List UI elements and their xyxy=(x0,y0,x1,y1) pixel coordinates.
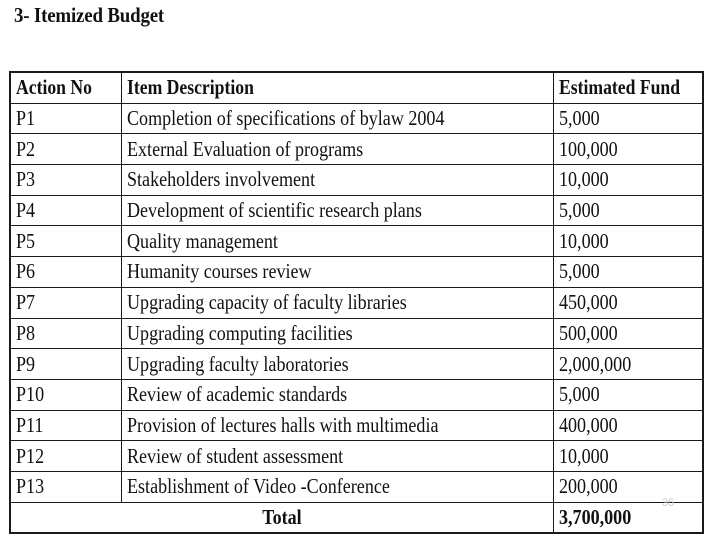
total-label: Total xyxy=(10,502,553,533)
fund-cell: 400,000 xyxy=(553,410,703,441)
total-row xyxy=(10,502,703,533)
fund-cell: 5,000 xyxy=(553,103,703,134)
table-row xyxy=(10,103,703,134)
description-cell: Stakeholders involvement xyxy=(121,165,553,196)
action-cell: P10 xyxy=(10,379,121,410)
description-cell: Establishment of Video -Conference xyxy=(121,471,553,502)
fund-cell: 5,000 xyxy=(553,195,703,226)
total-fund: 3,700,000 xyxy=(553,502,703,533)
fund-cell: 450,000 xyxy=(553,287,703,318)
header-action-no: Action No xyxy=(10,72,121,103)
description-cell: Development of scientific research plans xyxy=(121,195,553,226)
action-cell: P8 xyxy=(10,318,121,349)
description-cell: Upgrading computing facilities xyxy=(121,318,553,349)
page-title: 3- Itemized Budget xyxy=(14,3,165,27)
action-cell: P7 xyxy=(10,287,121,318)
action-cell: P1 xyxy=(10,103,121,134)
table-row xyxy=(10,195,703,226)
fund-cell: 2,000,000 xyxy=(553,349,703,380)
table-row xyxy=(10,287,703,318)
fund-cell: 10,000 xyxy=(553,441,703,472)
table-row xyxy=(10,165,703,196)
fund-cell: 200,000 xyxy=(553,471,703,502)
fund-cell: 10,000 xyxy=(553,226,703,257)
fund-cell: 5,000 xyxy=(553,257,703,288)
table-row xyxy=(10,318,703,349)
action-cell: P9 xyxy=(10,349,121,380)
table-row xyxy=(10,471,703,502)
description-cell: External Evaluation of programs xyxy=(121,134,553,165)
action-cell: P4 xyxy=(10,195,121,226)
action-cell: P13 xyxy=(10,471,121,502)
header-estimated-fund: Estimated Fund xyxy=(553,72,703,103)
table-row xyxy=(10,134,703,165)
description-cell: Provision of lectures halls with multimedia xyxy=(121,410,553,441)
fund-cell: 5,000 xyxy=(553,379,703,410)
action-cell: P5 xyxy=(10,226,121,257)
table-row xyxy=(10,349,703,380)
action-cell: P6 xyxy=(10,257,121,288)
table-row xyxy=(10,226,703,257)
fund-cell: 10,000 xyxy=(553,165,703,196)
description-cell: Upgrading capacity of faculty libraries xyxy=(121,287,553,318)
table-row xyxy=(10,441,703,472)
description-cell: Upgrading faculty laboratories xyxy=(121,349,553,380)
action-cell: P11 xyxy=(10,410,121,441)
page-number: 35 xyxy=(662,497,675,509)
itemized-budget-table xyxy=(9,71,704,534)
description-cell: Review of academic standards xyxy=(121,379,553,410)
table-row xyxy=(10,257,703,288)
header-item-description: Item Description xyxy=(121,72,553,103)
description-cell: Humanity courses review xyxy=(121,257,553,288)
action-cell: P2 xyxy=(10,134,121,165)
table-row xyxy=(10,410,703,441)
table-header-row xyxy=(10,72,703,103)
table-row xyxy=(10,379,703,410)
fund-cell: 100,000 xyxy=(553,134,703,165)
fund-cell: 500,000 xyxy=(553,318,703,349)
description-cell: Completion of specifications of bylaw 2004 xyxy=(121,103,553,134)
action-cell: P12 xyxy=(10,441,121,472)
action-cell: P3 xyxy=(10,165,121,196)
description-cell: Quality management xyxy=(121,226,553,257)
description-cell: Review of student assessment xyxy=(121,441,553,472)
